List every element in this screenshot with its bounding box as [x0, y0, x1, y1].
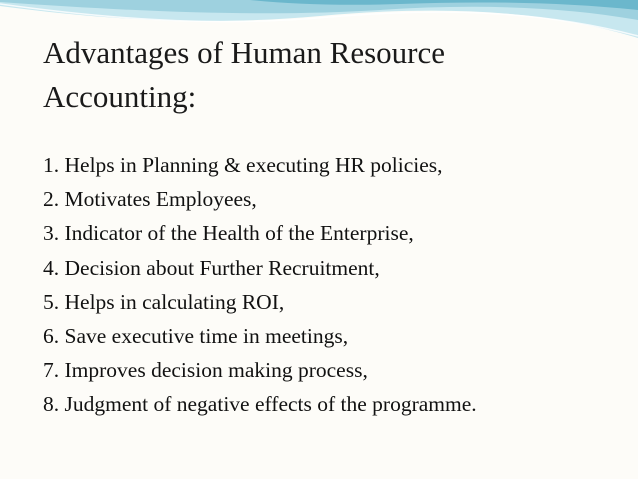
advantages-list [43, 148, 633, 422]
list-item: 1. Helps in Planning & executing HR policies, [43, 153, 443, 177]
slide-title-line-1: Advantages of Human Resource [43, 35, 446, 70]
list-item: 7. Improves decision making process, [43, 358, 368, 383]
list-item: 3. Indicator of the Health of the Enterprise, [43, 221, 414, 246]
list-item: 6. Save executive time in meetings, [43, 324, 349, 349]
slide-title [43, 31, 603, 119]
list-item: 8. Judgment of negative effects of the programme. [43, 392, 477, 417]
slide-title-line-2: Accounting: [43, 79, 197, 114]
list-item: 2. Motivates Employees, [43, 187, 257, 212]
list-item: 4. Decision about Further Recruitment, [43, 255, 380, 280]
list-item: 5. Helps in calculating ROI, [43, 289, 285, 314]
